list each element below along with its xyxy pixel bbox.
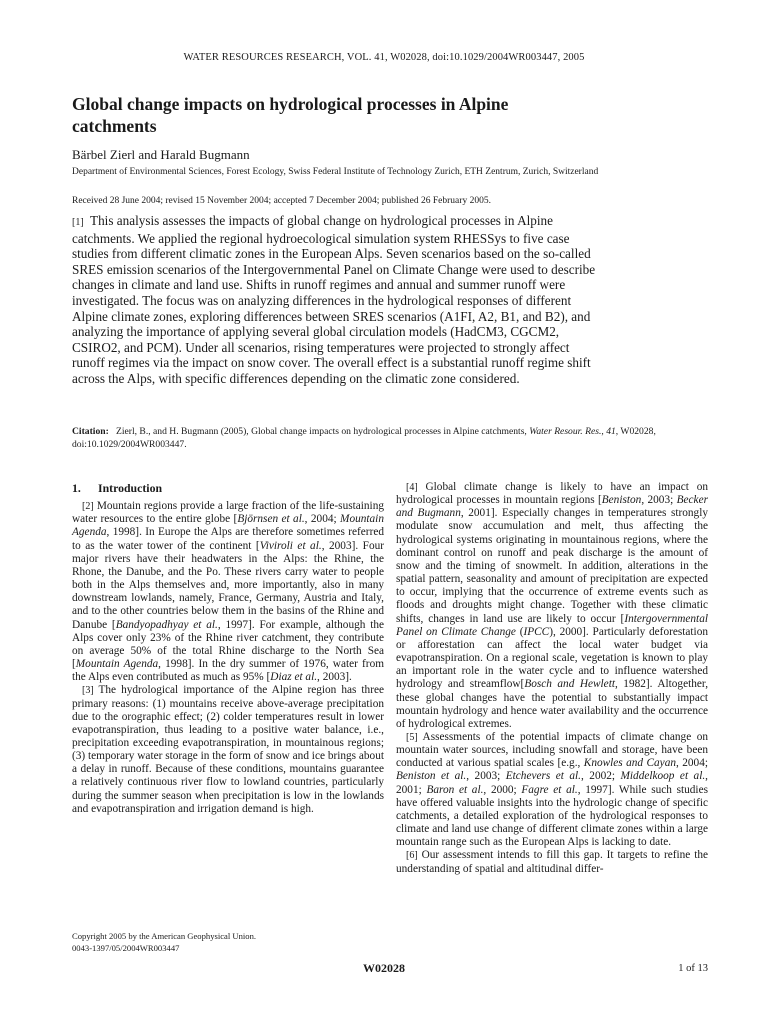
- text-run: , 2001;: [396, 770, 708, 796]
- text-run: , 2000;: [483, 783, 522, 796]
- text-run: Global climate change is likely to have an impact on hydrological processes in mountain regions [: [396, 481, 708, 507]
- page-count: 1 of 13: [678, 963, 708, 974]
- article-authors: Bärbel Zierl and Harald Bugmann: [72, 147, 250, 162]
- paragraph-number: [3]: [82, 685, 94, 697]
- reference-link[interactable]: Baron et al.: [426, 783, 484, 796]
- citation: [72, 426, 708, 451]
- text-run: , 1998]. In the dry summer of 1976, water from the Alps even contributed as much as 95% [: [72, 658, 385, 684]
- running-head: WATER RESOURCES RESEARCH, VOL. 41, W02028, doi:10.1029/2004WR003447, 2005: [183, 52, 585, 63]
- text-run: , 2004;: [304, 513, 341, 526]
- text-run: (: [515, 625, 524, 638]
- paragraph-2: [72, 500, 384, 684]
- reference-link[interactable]: Bosch and Hewlett: [524, 678, 615, 691]
- reference-link[interactable]: Knowles and Cayan: [583, 757, 676, 770]
- text-run: , 1998]. In Europe the Alps are therefore sometimes referred to as the water tower of the continent [: [72, 526, 384, 552]
- citation-label: Citation:: [72, 426, 109, 437]
- reference-link[interactable]: Etchevers et al.: [505, 770, 581, 783]
- author-affiliation: Department of Environmental Sciences, Forest Ecology, Swiss Federal Institute of Technology Zurich, ETH Zentrum, Zurich, Switzerland: [72, 167, 599, 177]
- text-run: , 2003;: [641, 494, 677, 507]
- text-run: , 2004;: [676, 757, 708, 770]
- abstract: [72, 213, 602, 387]
- paragraph-number: [1]: [72, 217, 84, 228]
- copyright-notice: Copyright 2005 by the American Geophysical Union.: [72, 931, 257, 941]
- section-title: Introduction: [98, 481, 163, 495]
- article-title: Global change impacts on hydrological processes in Alpine catchments: [72, 94, 509, 136]
- reference-link[interactable]: Viviroli et al.: [259, 539, 322, 552]
- received-dates: Received 28 June 2004; revised 15 November 2004; accepted 7 December 2004; published 26 February 2005.: [72, 196, 491, 206]
- page-identifier: W02028: [363, 961, 405, 975]
- reference-link[interactable]: Beniston et al.: [396, 770, 467, 783]
- paragraph-number: [6]: [406, 850, 418, 862]
- reference-link[interactable]: Becker and Bugmann: [396, 494, 708, 520]
- issn-code: 0043-1397/05/2004WR003447: [72, 943, 180, 953]
- text-run: , 2003]. Four major rivers have their headwaters in the Alps: the Rhine, the Rhone, the Danube, and the Po. These rivers carry water to people both in the Alps themselves and, more importantly, also in many downstream lowlands, namely, France, Germany, Austria and Italy, and to the other countries below them in the basins of the Rhine and Danube [: [72, 539, 384, 631]
- copyright-block: [72, 930, 256, 954]
- reference-link[interactable]: Björnsen et al.: [237, 513, 305, 526]
- paragraph-number: [2]: [82, 501, 94, 513]
- section-number: 1.: [72, 481, 81, 495]
- reference-link[interactable]: Mountain Agenda: [72, 513, 384, 539]
- paragraph-number: [4]: [406, 482, 418, 493]
- text-run: , 1997]. For example, although the Alps cover only 23% of the Rhine river catchment, they contribute on average 50% of the total Rhine discharge to the North Sea [: [72, 618, 384, 671]
- citation-volume: 41: [606, 426, 616, 437]
- text-run: Our assessment intends to fill this gap. It targets to refine the understanding of spatial and altitudinal differ-: [396, 849, 708, 875]
- text-run: The hydrological importance of the Alpine region has three primary reasons: (1) mountains receive above-average precipitation due to the orographic effect; (2) colder temperatures result in lower evapotranspiration, thus leading to a positive water balance, i.e., precipitation exceeding evapotranspiration, in mountainous regions; (3) temporary water storage in the form of snow and ice brings about a delay in runoff. Because of these conditions, mountains guarantee a relatively continuous river flow to lowland countries, particularly during the summer season when precipitation is low in the lowlands and evapotranspiration and irrigation demand is high.: [72, 684, 384, 815]
- reference-link[interactable]: Middelkoop et al.: [620, 770, 706, 783]
- text-run: , 2003].: [317, 671, 352, 684]
- paragraph-4: [396, 481, 708, 731]
- paragraph-5: [396, 731, 708, 849]
- abstract-text: This analysis assesses the impacts of global change on hydrological processes in Alpine catchments. We applied the regional hydroecological simulation system RHESSys to five case studies from different climatic zones in the European Alps. Seven scenarios based on the so-called SRES emission scenarios of the Intergovernmental Panel on Climate Change were used to describe changes in climate and land use. Shifts in runoff regimes and annual and summer runoff were investigated. The focus was on analyzing differences in the hydrological responses of different Alpine climate zones, exploring differences between SRES scenarios (A1FI, A2, B1, and B2), and analyzing the importance of applying several global circulation models (HadCM3, CGCM2, CSIRO2, and PCM). Under all scenarios, rising temperatures were projected to strongly affect runoff regimes via the impact on snow cover. The overall effect is a substantial runoff regime shift across the Alps, with specific differences depending on the climatic zone considered.: [72, 213, 596, 386]
- citation-sep: ,: [601, 426, 604, 437]
- text-run: Mountain regions provide a large fraction of the life-sustaining water resources to the entire globe [: [72, 500, 384, 526]
- text-run: , 1997]. While such studies have offered valuable insights into the hydrologic change of specific catchments, a detailed exploration of the hydrological responses to climate and land use change of different climate zones within a large mountain range such as the European Alps is lacking to date.: [396, 783, 708, 849]
- citation-text: Zierl, B., and H. Bugmann (2005), Global change impacts on hydrological processes in Alpine catchments,: [115, 426, 527, 437]
- paragraph-6: [396, 849, 708, 875]
- paragraph-3: [72, 684, 384, 816]
- reference-link[interactable]: Diaz et al.: [270, 671, 318, 684]
- text-run: , 2003;: [466, 770, 506, 783]
- text-run: ), 2000]. Particularly deforestation or afforestation can affect the local water budget via evapotranspiration. On a regional scale, vegetation is known to play an important role in the water cycle and to influence watershed hydrology and streamflow[: [396, 625, 708, 691]
- reference-link[interactable]: Beniston: [601, 494, 642, 507]
- reference-link[interactable]: Intergovernmental Panel on Climate Change: [396, 612, 708, 638]
- text-run: , 1982]. Altogether, these global changes have the potential to substantially impact mountain hydrology and hence water availability and the occurrence of hydrological extremes.: [396, 678, 709, 730]
- citation-journal: Water Resour. Res.: [529, 426, 602, 437]
- reference-link[interactable]: Fagre et al.: [521, 783, 578, 796]
- right-column: [396, 481, 708, 876]
- paragraph-number: [5]: [406, 731, 418, 743]
- text-run: , 2002;: [581, 770, 621, 783]
- reference-link[interactable]: Mountain Agenda: [75, 658, 159, 671]
- reference-link[interactable]: IPCC: [523, 625, 550, 638]
- text-run: , 2001]. Especially changes in temperatures strongly modulate snow accumulation and melt, thus affecting the hydrological systems originating in mountainous regions, where the dominant control on runoff and peak discharge is the amount of snow and the timing of snowmelt. In addition, alterations in the spatial pattern, seasonality and amount of precipitation are expected to occur, implying that the occurrence of extreme events such as floods and droughts might change. Together with these climatic shifts, changes in land use are likely to occur [: [396, 507, 708, 625]
- reference-link[interactable]: Bandyopadhyay et al.: [115, 618, 218, 631]
- section-heading-introduction: [72, 482, 384, 495]
- text-run: Assessments of the potential impacts of climate change on mountain water sources, including snowfall and storage, have been conducted at various spatial scales [e.g.,: [396, 730, 709, 770]
- citation-doi: , W02028, doi:10.1029/2004WR003447.: [72, 426, 656, 450]
- left-column: [72, 482, 384, 816]
